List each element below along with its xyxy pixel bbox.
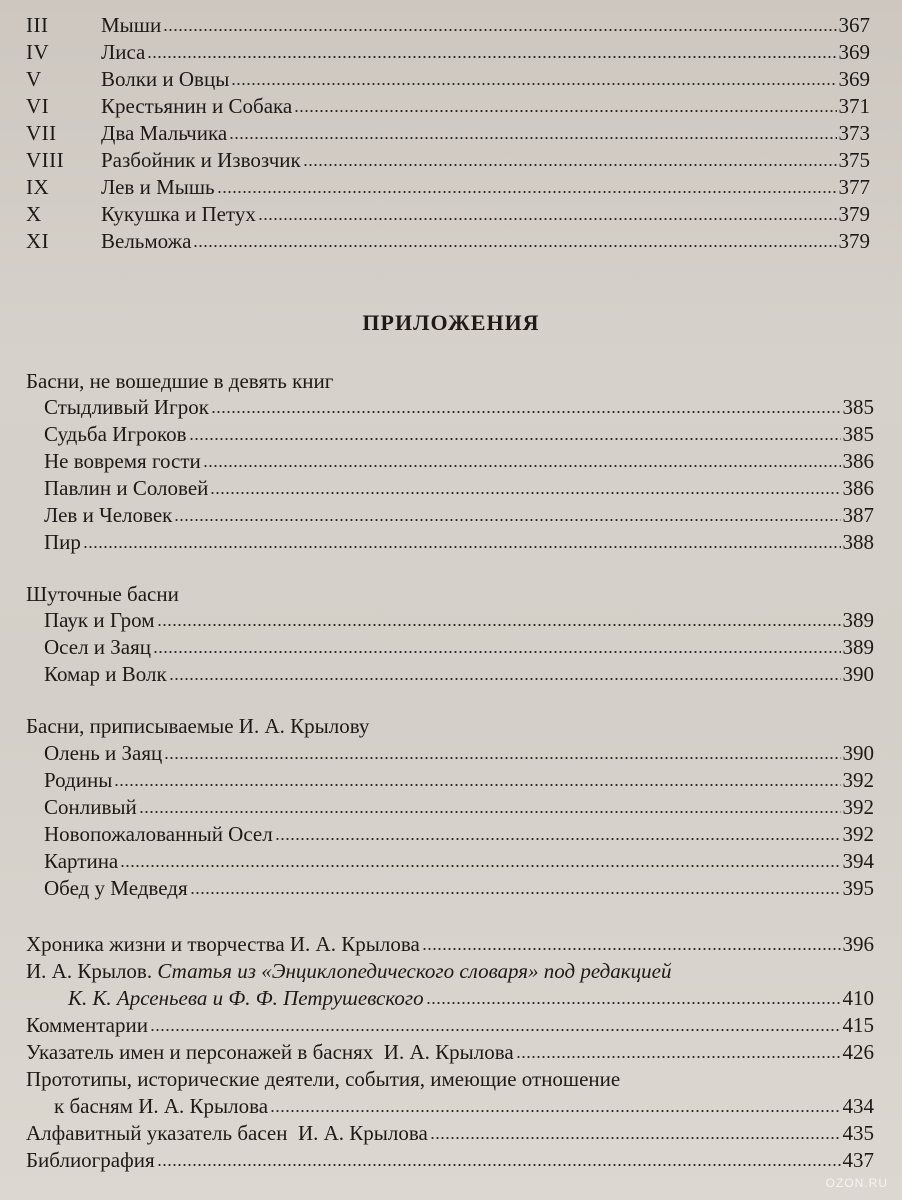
entry-page: 386 <box>842 449 874 473</box>
toc-entry <box>44 421 874 447</box>
dot-leader <box>83 545 841 549</box>
dot-leader <box>164 756 840 760</box>
dot-leader <box>153 650 840 654</box>
entry-title: Разбойник и Извозчик <box>101 148 301 172</box>
dot-leader <box>147 55 836 59</box>
section-heading: ПРИЛОЖЕНИЯ <box>362 310 540 335</box>
entry-title: Олень и Заяц <box>44 741 163 765</box>
entry-title: Указатель имен и персонажей в баснях И. А. Крылова <box>26 1040 514 1064</box>
toc-entry <box>44 875 874 901</box>
entry-page: 367 <box>838 13 870 37</box>
entry-title: Волки и Овцы <box>101 67 230 91</box>
toc-entry <box>26 12 870 38</box>
dot-leader <box>229 136 836 140</box>
dot-leader <box>169 677 841 681</box>
dot-leader <box>157 623 841 627</box>
entry-title: Павлин и Соловей <box>44 476 209 500</box>
entry-number: XI <box>26 229 50 253</box>
toc-entry <box>26 93 870 119</box>
entry-page: 387 <box>842 503 874 527</box>
entry-title: Лиса <box>101 40 146 64</box>
toc-entry <box>26 201 870 227</box>
dot-leader <box>210 491 840 495</box>
entry-title: Хроника жизни и творчества И. А. Крылова <box>26 932 420 956</box>
dot-leader <box>174 518 840 522</box>
entry-page: 392 <box>842 822 874 846</box>
entry-page: 410 <box>842 986 874 1010</box>
section-title: Шуточные басни <box>26 582 179 606</box>
toc-entry-article-line2 <box>68 985 874 1011</box>
entry-page: 389 <box>842 608 874 632</box>
toc-entry-index-names <box>26 1039 874 1065</box>
toc-entry-prototypes-line2 <box>54 1093 874 1119</box>
dot-leader <box>139 810 841 814</box>
entry-title: Картина <box>44 849 119 873</box>
toc-entry <box>26 147 870 173</box>
dot-leader <box>217 190 837 194</box>
entry-page: 369 <box>838 67 870 91</box>
entry-number: IV <box>26 40 50 64</box>
dot-leader <box>150 1028 841 1032</box>
toc-entry <box>44 502 874 528</box>
entry-page: 426 <box>842 1040 874 1064</box>
toc-entry <box>44 475 874 501</box>
dot-leader <box>430 1136 841 1140</box>
entry-title: Паук и Гром <box>44 608 155 632</box>
dot-leader <box>275 837 841 841</box>
toc-entry-alphabet-index <box>26 1120 874 1146</box>
dot-leader <box>163 28 836 32</box>
entry-page: 390 <box>842 662 874 686</box>
entry-title: Кукушка и Петух <box>101 202 256 226</box>
dot-leader <box>120 864 840 868</box>
entry-number: VII <box>26 121 57 145</box>
dot-leader <box>303 163 837 167</box>
dot-leader <box>516 1055 841 1059</box>
toc-entry <box>44 448 874 474</box>
entry-title: Алфавитный указатель басен И. А. Крылова <box>26 1121 428 1145</box>
toc-entry <box>44 394 874 420</box>
dot-leader <box>258 217 837 221</box>
toc-entry <box>26 39 870 65</box>
dot-leader <box>189 437 841 441</box>
toc-entry <box>44 529 874 555</box>
entry-page: 373 <box>838 121 870 145</box>
toc-entry <box>44 767 874 793</box>
entry-number: VI <box>26 94 50 118</box>
entry-number: V <box>26 67 42 91</box>
entry-page: 390 <box>842 741 874 765</box>
entry-page: 377 <box>838 175 870 199</box>
entry-page: 415 <box>842 1013 874 1037</box>
entry-page: 385 <box>842 422 874 446</box>
section-title: Басни, приписываемые И. А. Крылову <box>26 714 370 738</box>
entry-page: 389 <box>842 635 874 659</box>
entry-page: 392 <box>842 795 874 819</box>
dot-leader <box>114 783 840 787</box>
entry-page: 379 <box>838 202 870 226</box>
toc-entry-chronicle <box>26 931 874 957</box>
entry-page: 371 <box>838 94 870 118</box>
entry-title: Родины <box>44 768 113 792</box>
entry-title: Мыши <box>101 13 162 37</box>
entry-page: 369 <box>838 40 870 64</box>
entry-title: Комар и Волк <box>44 662 167 686</box>
dot-leader <box>294 109 836 113</box>
entry-title: Два Мальчика <box>101 121 228 145</box>
entry-page: 396 <box>842 932 874 956</box>
entry-number: X <box>26 202 42 226</box>
entry-title: Обед у Медведя <box>44 876 188 900</box>
entry-page: 435 <box>842 1121 874 1145</box>
entry-title: Крестьянин и Собака <box>101 94 293 118</box>
toc-entry <box>44 848 874 874</box>
toc-entry-article-line1 <box>26 958 671 984</box>
toc-entry <box>44 661 874 687</box>
entry-page: 437 <box>842 1148 874 1172</box>
toc-entry <box>44 607 874 633</box>
entry-page: 375 <box>838 148 870 172</box>
entry-title: Лев и Человек <box>44 503 173 527</box>
entry-title: Лев и Мышь <box>101 175 215 199</box>
entry-number: III <box>26 13 49 37</box>
toc-entry <box>26 174 870 200</box>
watermark-logo: OZON.RU <box>825 1176 888 1190</box>
toc-entry-commentary <box>26 1012 874 1038</box>
article-author: И. А. Крылов. <box>26 959 153 983</box>
entry-page: 386 <box>842 476 874 500</box>
entry-title: Вельможа <box>101 229 192 253</box>
toc-entry <box>26 228 870 254</box>
article-editors: К. К. Арсеньева и Ф. Ф. Петрушевского <box>68 986 424 1010</box>
dot-leader <box>193 244 836 248</box>
entry-number: IX <box>26 175 50 199</box>
entry-title: Сонливый <box>44 795 137 819</box>
dot-leader <box>270 1109 840 1113</box>
entry-title: Новопожалованный Осел <box>44 822 273 846</box>
entry-title: Пир <box>44 530 81 554</box>
dot-leader <box>422 947 841 951</box>
article-description: Статья из «Энциклопедического словаря» под редакцией <box>157 959 672 983</box>
entry-title: Не вовремя гости <box>44 449 201 473</box>
toc-entry <box>26 120 870 146</box>
toc-entry <box>44 821 874 847</box>
dot-leader <box>203 464 841 468</box>
entry-page: 388 <box>842 530 874 554</box>
toc-entry <box>44 794 874 820</box>
dot-leader <box>190 891 841 895</box>
entry-title: Комментарии <box>26 1013 148 1037</box>
toc-entry <box>44 740 874 766</box>
dot-leader <box>231 82 836 86</box>
toc-entry-prototypes-line1: Прототипы, исторические деятели, события, имеющие отношение <box>26 1067 621 1091</box>
entry-title: Стыдливый Игрок <box>44 395 209 419</box>
toc-entry <box>44 634 874 660</box>
toc-entry-bibliography <box>26 1147 874 1173</box>
toc-entry <box>26 66 870 92</box>
entry-page: 385 <box>842 395 874 419</box>
dot-leader <box>426 1001 841 1005</box>
dot-leader <box>157 1163 841 1167</box>
entry-page: 392 <box>842 768 874 792</box>
entry-page: 395 <box>842 876 874 900</box>
entry-title: Судьба Игроков <box>44 422 187 446</box>
entry-page: 394 <box>842 849 874 873</box>
section-title: Басни, не вошедшие в девять книг <box>26 369 334 393</box>
entry-title: Осел и Заяц <box>44 635 152 659</box>
entry-title: Библиография <box>26 1148 155 1172</box>
entry-title: к басням И. А. Крылова <box>54 1094 269 1118</box>
entry-page: 434 <box>842 1094 874 1118</box>
dot-leader <box>211 410 841 414</box>
entry-page: 379 <box>838 229 870 253</box>
entry-number: VIII <box>26 148 65 172</box>
